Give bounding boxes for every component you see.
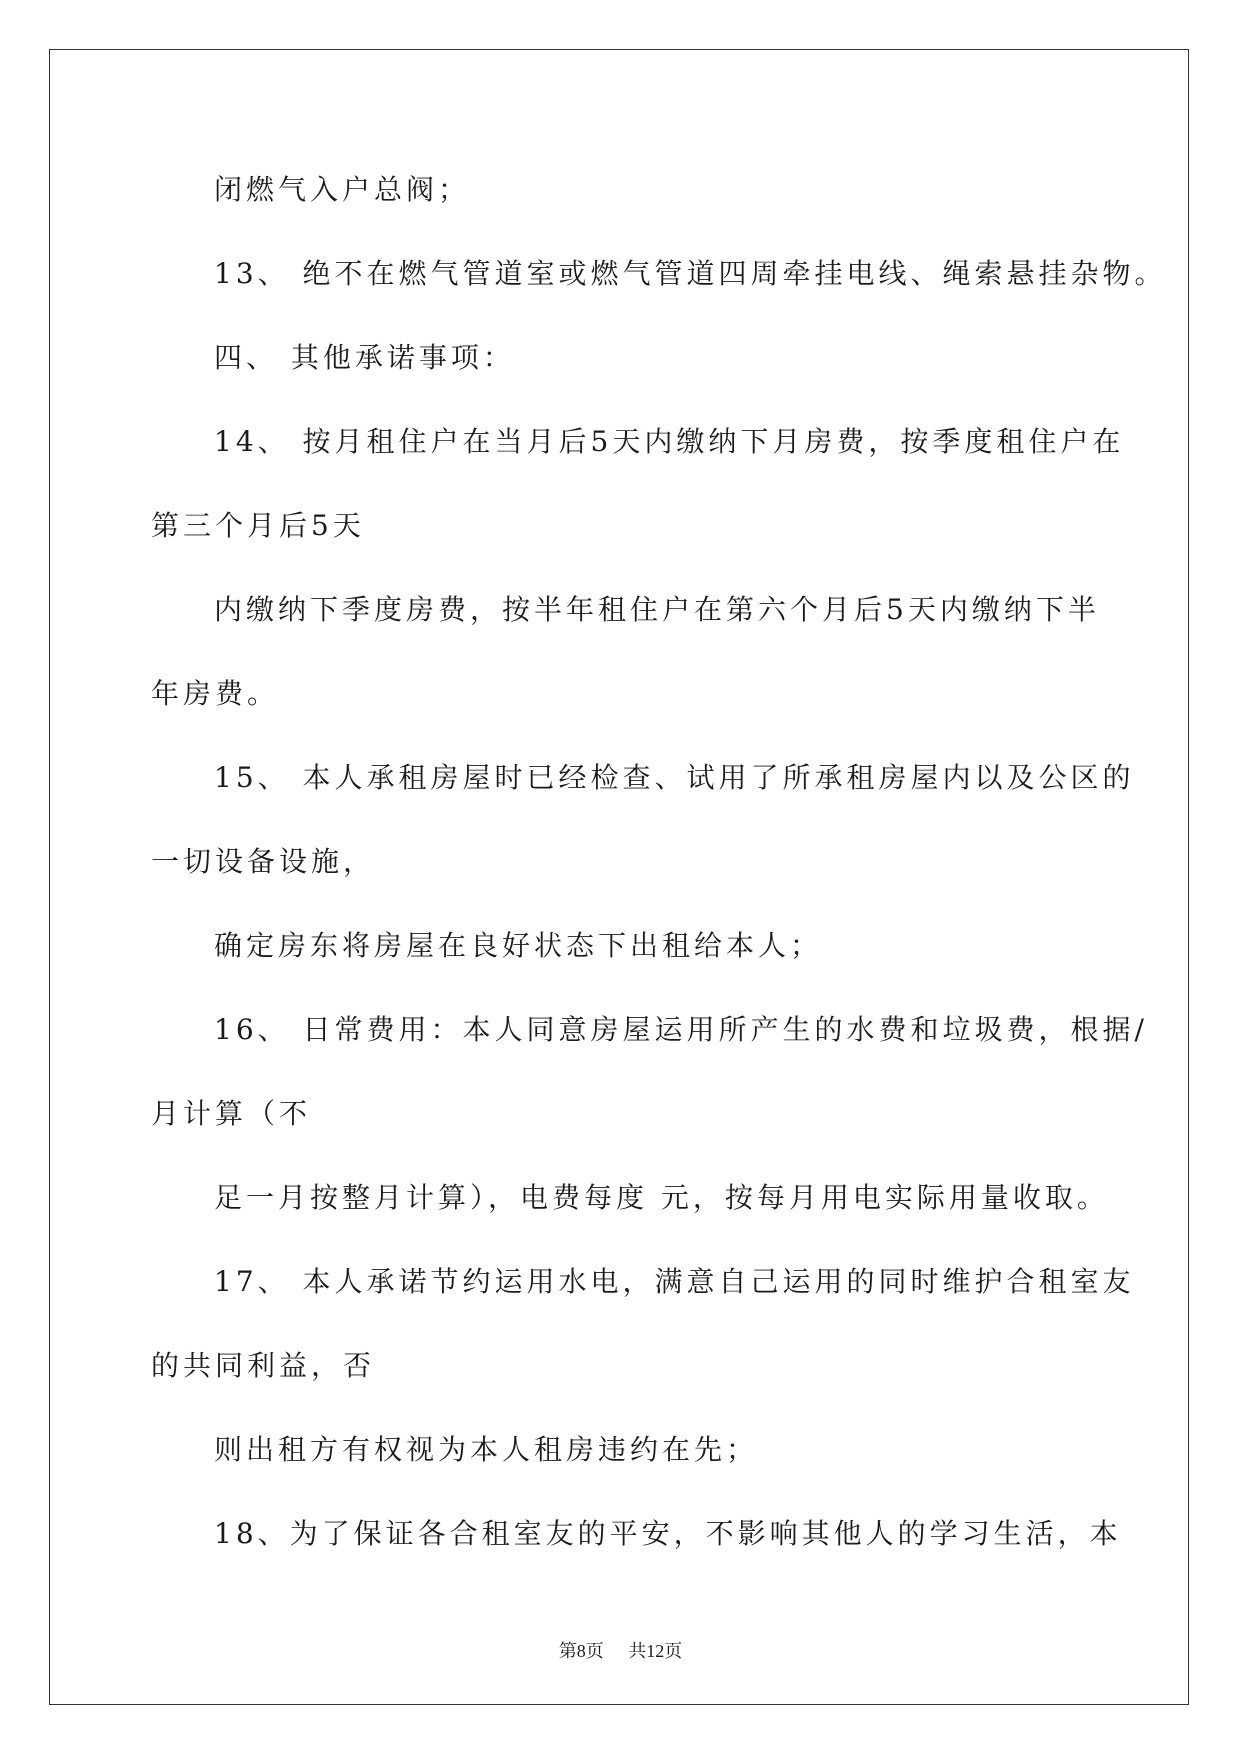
- body-line-8: 15、 本人承租房屋时已经检查、试用了所承租房屋内以及公区的: [214, 761, 1135, 794]
- body-line-17: 18、为了保证各合租室友的平安，不影响其他人的学习生活，本: [214, 1517, 1122, 1550]
- body-line-15: 的共同利益，否: [151, 1349, 376, 1382]
- body-line-6: 内缴纳下季度房费，按半年租住户在第六个月后5天内缴纳下半: [214, 593, 1100, 626]
- body-line-1: 闭燃气入户总阀；: [214, 173, 471, 206]
- body-line-10: 确定房东将房屋在良好状态下出租给本人；: [214, 929, 823, 962]
- body-line-2: 13、 绝不在燃气管道室或燃气管道四周牵挂电线、绳索悬挂杂物。: [214, 257, 1167, 290]
- page-number: 第8页: [558, 1641, 604, 1661]
- body-line-13: 足一月按整月计算），电费每度 元，按每月用电实际用量收取。: [214, 1181, 1109, 1214]
- body-line-4: 14、 按月租住户在当月后5天内缴纳下月房费，按季度租住户在: [214, 425, 1125, 458]
- body-line-5: 第三个月后5天: [151, 509, 365, 542]
- body-line-9: 一切设备设施，: [151, 845, 376, 878]
- body-line-16: 则出租方有权视为本人租房违约在先；: [214, 1433, 759, 1466]
- body-line-11: 16、 日常费用：本人同意房屋运用所产生的水费和垃圾费，根据/: [214, 1013, 1148, 1046]
- page-total: 共12页: [628, 1641, 683, 1661]
- body-line-7: 年房费。: [151, 677, 280, 710]
- body-line-3: 四、 其他承诺事项：: [214, 341, 515, 374]
- body-line-14: 17、 本人承诺节约运用水电，满意自己运用的同时维护合租室友: [214, 1265, 1135, 1298]
- page-footer: [0, 1637, 1241, 1663]
- body-line-12: 月计算（不: [151, 1097, 312, 1130]
